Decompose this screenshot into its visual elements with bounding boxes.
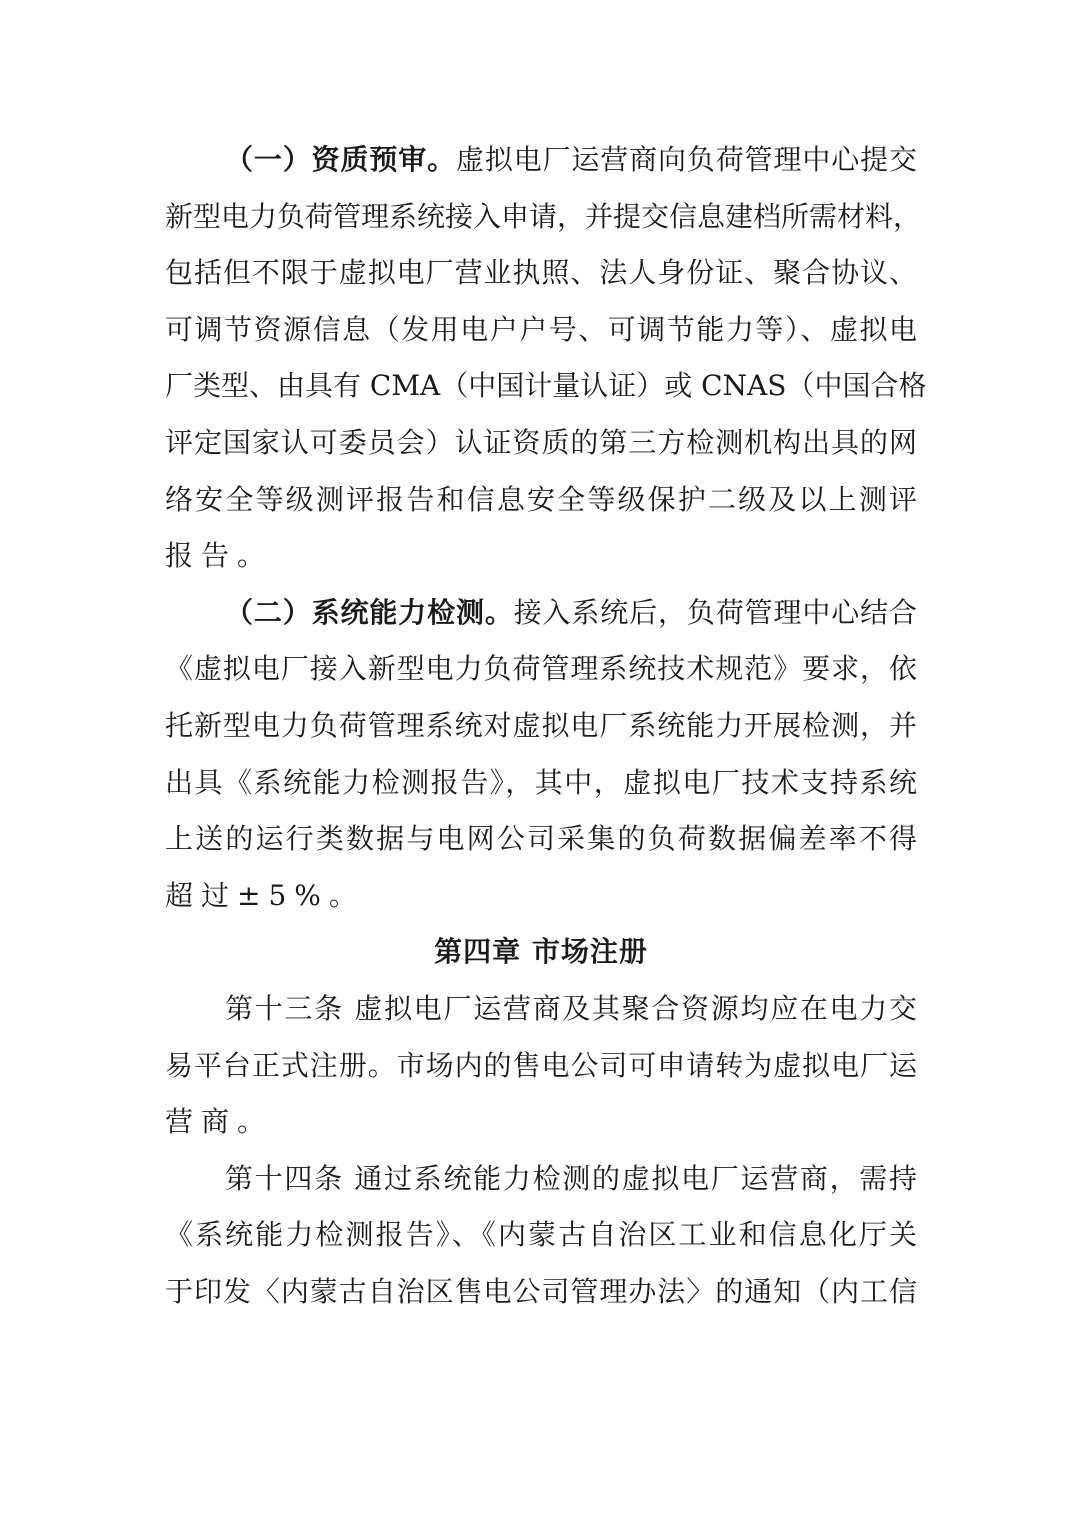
- paragraph-line: 第十四条 通过系统能力检测的虚拟电厂运营商，需持: [225, 1161, 917, 1195]
- section-qualification-prereview: [165, 136, 927, 589]
- paragraph-line: 易平台正式注册。市场内的售电公司可申请转为虚拟电厂运: [165, 1048, 917, 1082]
- paragraph-text: 接入系统后，负荷管理中心结合: [513, 595, 917, 629]
- section-label-prefix: （二）: [225, 595, 312, 629]
- section-title: 系统能力检测。: [311, 595, 514, 629]
- section-label-prefix: （一）: [225, 143, 312, 176]
- paragraph-line: 络安全等级测评报告和信息安全等级保护二级及以上测评: [165, 482, 917, 516]
- paragraph-line: 可调节资源信息（发用电户户号、可调节能力等）、虚拟电: [165, 312, 917, 346]
- paragraph-line: 托新型电力负荷管理系统对虚拟电厂系统能力开展检测，并: [165, 708, 917, 742]
- paragraph-line: 新型电力负荷管理系统接入申请，并提交信息建档所需材料，: [165, 199, 922, 233]
- paragraph-line: 包括但不限于虚拟电厂营业执照、法人身份证、聚合协议、: [165, 256, 917, 290]
- paragraph-line: [165, 136, 917, 193]
- paragraph-line: 上送的运行类数据与电网公司采集的负荷数据偏差率不得: [165, 822, 917, 856]
- paragraph-line: 评定国家认可委员会）认证资质的第三方检测机构出具的网: [165, 425, 917, 459]
- section-title: 资质预审。: [311, 143, 456, 176]
- paragraph-line: 第十三条 虚拟电厂运营商及其聚合资源均应在电力交: [225, 991, 917, 1025]
- paragraph-text: 虚拟电厂运营商向负荷管理中心提交: [455, 143, 917, 176]
- paragraph-line: 《虚拟电厂接入新型电力负荷管理系统技术规范》要求，依: [165, 652, 917, 686]
- paragraph-line: 厂类型、由具有 CMA（中国计量认证）或 CNAS（中国合格: [165, 369, 927, 403]
- document-page: [165, 136, 927, 1324]
- paragraph-line: [165, 589, 917, 646]
- article-13: [165, 985, 917, 1155]
- paragraph-line: 超过±5%。: [165, 878, 365, 912]
- paragraph-line: 营商。: [165, 1105, 274, 1139]
- paragraph-line: 于印发〈内蒙古自治区售电公司管理办法〉的通知（内工信: [165, 1274, 917, 1308]
- section-system-capability-test: [165, 589, 917, 929]
- chapter-heading: 第四章 市场注册: [434, 935, 648, 969]
- paragraph-line: 《系统能力检测报告》、《内蒙古自治区工业和信息化厅关: [165, 1218, 917, 1252]
- paragraph-line: 报告。: [165, 539, 274, 573]
- paragraph-line: 出具《系统能力检测报告》，其中，虚拟电厂技术支持系统: [165, 765, 917, 799]
- article-14: [165, 1155, 917, 1325]
